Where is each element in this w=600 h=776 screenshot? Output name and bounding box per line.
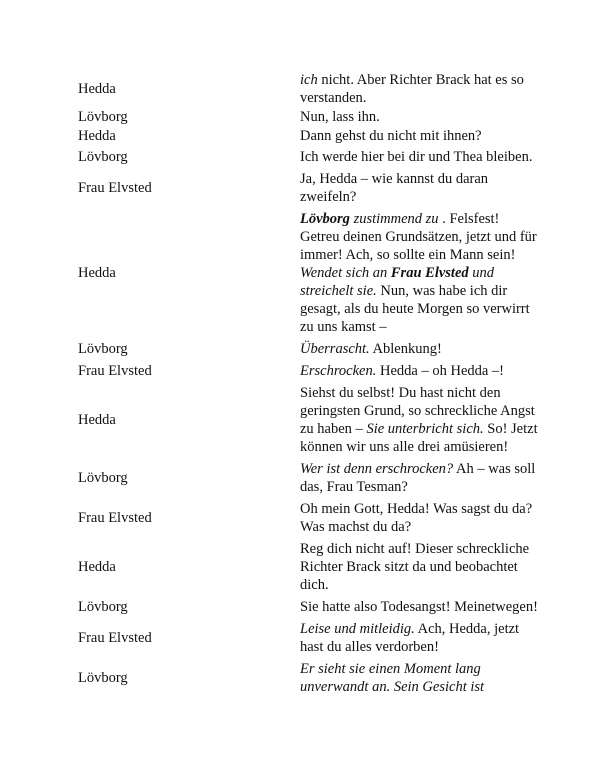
dialogue-text: Ach, Hedda, jetzt hast du alles verdorben! — [300, 621, 520, 655]
stage-direction: und streichelt sie. — [300, 265, 495, 299]
dialogue-text: Nun, lass ihn. — [300, 109, 380, 125]
dialogue-row — [78, 168, 538, 208]
dialogue-row — [78, 498, 538, 538]
stage-direction: Er sieht sie einen Moment lang unverwandt an. Sein Gesicht ist — [300, 661, 485, 695]
dialogue-line — [300, 170, 538, 206]
dialogue-row — [78, 70, 538, 108]
stage-direction: Überrascht. — [300, 341, 370, 357]
speaker-name: Lövborg — [78, 470, 128, 486]
stage-direction: ich — [300, 72, 318, 88]
speaker-name: Hedda — [78, 412, 116, 428]
dialogue-line — [300, 127, 538, 145]
dialogue-row — [78, 108, 538, 126]
dialogue-text: Sie hatte also Todesangst! Meinetwegen! — [300, 599, 538, 615]
speaker-name: Hedda — [78, 81, 116, 97]
dialogue-text: Reg dich nicht auf! Dieser schreckliche Richter Brack sitzt da und beobachtet dich. — [300, 541, 530, 593]
dialogue-text: Hedda – oh Hedda –! — [376, 363, 505, 379]
dialogue-text: Siehst du selbst! Du hast nicht den geringsten Grund, so schreckliche Angst zu haben – — [300, 385, 535, 437]
dialogue-row — [78, 338, 538, 360]
speaker-name: Hedda — [78, 559, 116, 575]
dialogue-line — [300, 598, 538, 616]
dialogue-row — [78, 382, 538, 458]
speaker-name: Hedda — [78, 265, 116, 281]
speaker-name: Frau Elvsted — [78, 363, 152, 379]
dialogue-row — [78, 596, 538, 618]
dialogue-line — [300, 500, 538, 536]
dialogue-line — [300, 460, 538, 496]
dialogue-text: Ablenkung! — [369, 341, 442, 357]
dialogue-line — [300, 660, 538, 696]
stage-direction: Erschrocken. — [300, 363, 377, 379]
dialogue-text: Ah – was soll das, Frau Tesman? — [300, 461, 536, 495]
dialogue-row — [78, 538, 538, 596]
stage-direction: Wer ist denn erschrocken? — [300, 461, 454, 477]
stage-direction: Leise und mitleidig. — [300, 621, 415, 637]
dialogue-text: Ja, Hedda – wie kannst du daran zweifeln? — [300, 171, 489, 205]
dialogue-text: . Felsfest! Getreu deinen Grundsätzen, jetzt und für immer! Ach, so sollte ein Mann sein! — [300, 211, 537, 263]
dialogue-line — [300, 340, 538, 358]
dialogue-row — [78, 146, 538, 168]
dialogue-line — [300, 384, 538, 456]
dialogue-text: nicht. Aber Richter Brack hat es so verstanden. — [300, 72, 524, 106]
speaker-name: Lövborg — [78, 670, 128, 686]
dialogue-row — [78, 126, 538, 146]
dialogue-text: Dann gehst du nicht mit ihnen? — [300, 128, 482, 144]
dialogue-row — [78, 208, 538, 338]
dialogue-row — [78, 618, 538, 658]
speaker-name: Frau Elvsted — [78, 630, 152, 646]
dialogue-row — [78, 458, 538, 498]
speaker-name: Lövborg — [78, 599, 128, 615]
speaker-name: Lövborg — [78, 149, 128, 165]
dialogue-line — [300, 540, 538, 594]
dialogue-text: Ich werde hier bei dir und Thea bleiben. — [300, 149, 533, 165]
speaker-name: Frau Elvsted — [78, 510, 152, 526]
speaker-name: Frau Elvsted — [78, 180, 152, 196]
speaker-name: Hedda — [78, 128, 116, 144]
dialogue-text: So! Jetzt können wir uns alle drei amüsieren! — [300, 421, 538, 455]
dialogue-line — [300, 71, 538, 107]
dialogue-line — [300, 148, 538, 166]
stage-direction: zustimmend zu — [349, 211, 439, 227]
speaker-name: Lövborg — [78, 109, 128, 125]
stage-direction: Wendet sich an — [300, 265, 391, 281]
dialogue-line — [300, 210, 538, 336]
dialogue-table — [78, 70, 538, 698]
dialogue-text: Nun, was habe ich dir gesagt, als du heute Morgen so verwirrt zu uns kamst – — [300, 283, 530, 335]
dialogue-line — [300, 620, 538, 656]
dialogue-row — [78, 658, 538, 698]
dialogue-row — [78, 360, 538, 382]
speaker-name: Lövborg — [78, 341, 128, 357]
dialogue-line — [300, 108, 538, 126]
dialogue-line — [300, 362, 538, 380]
dialogue-text: Oh mein Gott, Hedda! Was sagst du da? Was machst du da? — [300, 501, 533, 535]
speaker-reference: Lövborg — [300, 211, 350, 227]
speaker-reference: Frau Elvsted — [390, 265, 469, 281]
stage-direction: Sie unterbricht sich. — [366, 421, 484, 437]
